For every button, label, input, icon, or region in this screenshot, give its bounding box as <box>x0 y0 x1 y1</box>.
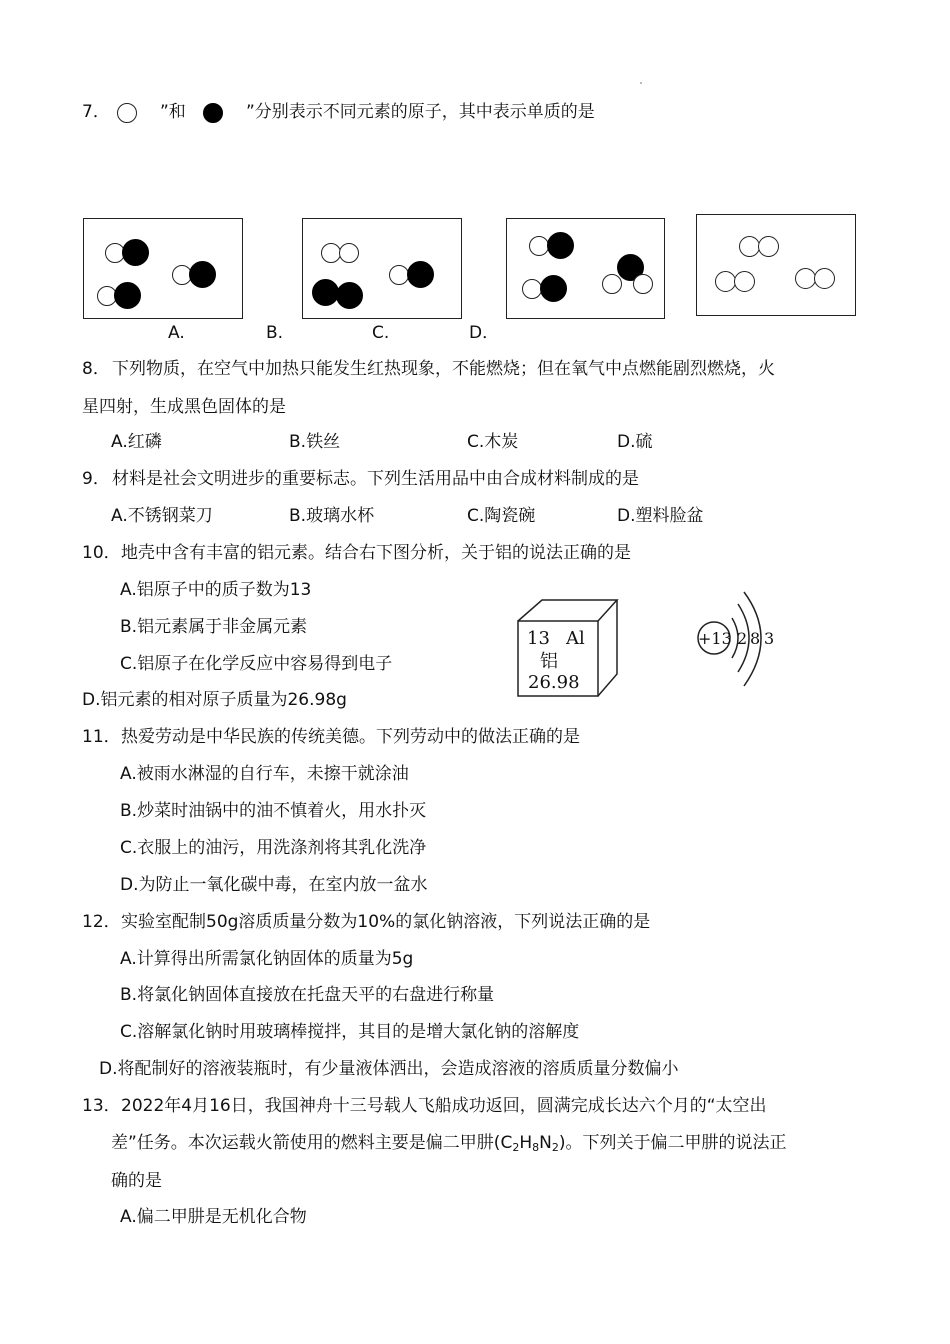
filled-atom <box>122 239 149 266</box>
page-speck <box>640 82 642 84</box>
q11-text: 热爱劳动是中华民族的传统美德。下列劳动中的做法正确的是 <box>121 727 580 747</box>
q13-text-line3: 确的是 <box>111 1171 162 1191</box>
open-atom <box>321 243 341 263</box>
q11-option-d[interactable]: D.为防止一氧化碳中毒，在室内放一盆水 <box>120 875 428 895</box>
q7-option-d-diagram[interactable] <box>696 214 856 316</box>
filled-atom <box>114 282 141 309</box>
open-atom <box>758 236 779 257</box>
q7-text-tail: ”分别表示不同元素的原子，其中表示单质的是 <box>246 102 595 122</box>
q13-text-line2 <box>111 1131 786 1155</box>
open-atom <box>633 274 653 294</box>
filled-circle-atom-legend <box>203 103 223 123</box>
open-atom <box>739 236 760 257</box>
element-atomic-mass: 26.98 <box>528 672 580 693</box>
q7-label-b: B. <box>266 323 284 343</box>
aluminum-atomic-structure <box>690 582 790 698</box>
q12-option-b[interactable]: B.将氯化钠固体直接放在托盘天平的右盘进行称量 <box>120 985 495 1005</box>
q13-number: 13． <box>82 1096 121 1116</box>
q13-text-line1: 2022年4月16日，我国神舟十三号载人飞船成功返回，圆满完成长达六个月的“太空出 <box>121 1096 767 1116</box>
formula-n: N <box>539 1133 552 1153</box>
filled-atom <box>540 275 567 302</box>
element-symbol: Al <box>566 628 585 649</box>
open-atom <box>734 271 755 292</box>
q8-text-line1: 下列物质，在空气中加热只能发生红热现象，不能燃烧；但在氧气中点燃能剧烈燃烧，火 <box>112 359 775 379</box>
shell-2-electrons: 8 <box>750 629 761 648</box>
formula-sub-h: 8 <box>532 1141 540 1154</box>
card-top-face <box>518 600 617 621</box>
filled-atom <box>336 282 363 309</box>
open-atom <box>795 268 816 289</box>
q11-option-c[interactable]: C.衣服上的油污，用洗涤剂将其乳化洗净 <box>120 838 427 858</box>
q7-option-c-diagram[interactable] <box>506 218 665 319</box>
nucleus-charge: +13 <box>698 629 732 648</box>
formula-h: H <box>519 1133 533 1153</box>
open-atom <box>715 271 736 292</box>
open-atom <box>522 279 542 299</box>
q9-number: 9． <box>82 469 110 489</box>
q10-option-b[interactable]: B.铝元素属于非金属元素 <box>120 617 308 637</box>
open-atom <box>529 236 549 256</box>
filled-atom <box>312 279 339 306</box>
q12-text: 实验室配制50g溶质质量分数为10%的氯化钠溶液，下列说法正确的是 <box>121 912 651 932</box>
q10-text: 地壳中含有丰富的铝元素。结合右下图分析，关于铝的说法正确的是 <box>121 543 631 563</box>
q13-line2-end: )。下列关于偏二甲肼的说法正 <box>558 1133 787 1153</box>
q8-option-d[interactable]: D.硫 <box>617 432 653 452</box>
open-atom <box>389 265 409 285</box>
q7-option-b-diagram[interactable] <box>302 218 462 319</box>
open-atom <box>814 268 835 289</box>
q12-option-d[interactable]: D.将配制好的溶液装瓶时，有少量液体洒出，会造成溶液的溶质质量分数偏小 <box>99 1059 679 1079</box>
q9-option-a[interactable]: A.不锈钢菜刀 <box>111 506 213 526</box>
q12-option-a[interactable]: A.计算得出所需氯化钠固体的质量为5g <box>120 949 414 969</box>
open-atom <box>339 243 359 263</box>
q9-option-b[interactable]: B.玻璃水杯 <box>289 506 375 526</box>
filled-atom <box>407 261 434 288</box>
q11-option-a[interactable]: A.被雨水淋湿的自行车，未擦干就涂油 <box>120 764 409 784</box>
q8-option-b[interactable]: B.铁丝 <box>289 432 341 452</box>
filled-atom <box>547 232 574 259</box>
shell-3-electrons: 3 <box>764 629 775 648</box>
aluminum-element-card <box>512 594 624 698</box>
q10-option-a[interactable]: A.铝原子中的质子数为13 <box>120 580 312 600</box>
card-side-face <box>598 600 617 696</box>
formula-sub-n: 2 <box>551 1141 559 1154</box>
q10-option-c[interactable]: C.铝原子在化学反应中容易得到电子 <box>120 654 393 674</box>
q13-option-a[interactable]: A.偏二甲肼是无机化合物 <box>120 1207 307 1227</box>
q13-line2-start: 差”任务。本次运载火箭使用的燃料主要是偏二甲肼(C <box>111 1133 513 1153</box>
q7-text-mid: ”和 <box>160 102 186 122</box>
q8-option-a[interactable]: A.红磷 <box>111 432 162 452</box>
open-atom <box>602 274 622 294</box>
shell-1-electrons: 2 <box>737 629 748 648</box>
element-atomic-number: 13 <box>527 628 550 649</box>
q10-option-d[interactable]: D.铝元素的相对原子质量为26.98g <box>82 690 347 710</box>
q7-option-a-diagram[interactable] <box>83 218 243 319</box>
q11-option-b[interactable]: B.炒菜时油锅中的油不慎着火，用水扑灭 <box>120 801 427 821</box>
q8-number: 8． <box>82 359 110 379</box>
q7-label-a: A. <box>168 323 185 343</box>
q11-number: 11． <box>82 727 121 747</box>
q12-option-c[interactable]: C.溶解氯化钠时用玻璃棒搅拌，其目的是增大氯化钠的溶解度 <box>120 1022 580 1042</box>
q9-text: 材料是社会文明进步的重要标志。下列生活用品中由合成材料制成的是 <box>112 469 639 489</box>
q7-label-d: D． <box>469 323 500 343</box>
q12-number: 12． <box>82 912 121 932</box>
q7-number: 7． <box>82 102 110 122</box>
q8-text-line2: 星四射，生成黑色固体的是 <box>82 397 286 417</box>
q10-number: 10． <box>82 543 121 563</box>
filled-atom <box>189 261 216 288</box>
open-circle-atom-legend <box>117 103 137 123</box>
q9-option-c[interactable]: C.陶瓷碗 <box>467 506 536 526</box>
formula-sub-c: 2 <box>512 1141 520 1154</box>
q7-label-c: C. <box>372 323 390 343</box>
q9-option-d[interactable]: D.塑料脸盆 <box>617 506 704 526</box>
q8-option-c[interactable]: C.木炭 <box>467 432 519 452</box>
element-chinese-name: 铝 <box>540 651 558 672</box>
